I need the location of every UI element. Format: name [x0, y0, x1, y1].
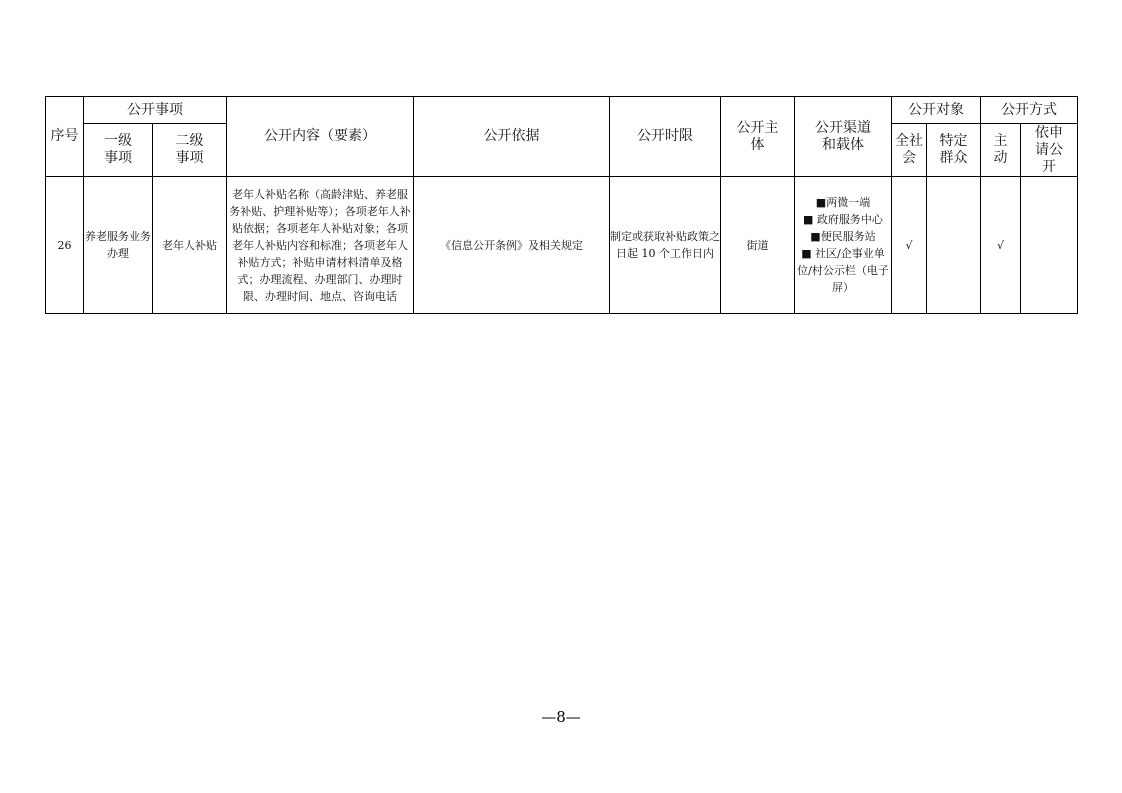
- header-whole-society: 全社会: [892, 124, 927, 177]
- cell-specific-group-check: [927, 177, 981, 314]
- header-content: 公开内容（要素）: [227, 97, 414, 177]
- header-items-group: 公开事项: [84, 97, 227, 124]
- cell-time-limit: 制定或获取补贴政策之日起 10 个工作日内: [610, 177, 721, 314]
- channel-item: ■ 政府服务中心: [803, 213, 883, 226]
- cell-active-check: √: [981, 177, 1021, 314]
- header-row-top: [46, 97, 1078, 124]
- header-time-limit: 公开时限: [610, 97, 721, 177]
- cell-level1: 养老服务业务办理: [84, 177, 153, 314]
- cell-seq: 26: [46, 177, 84, 314]
- channel-item: ■便民服务站: [810, 230, 876, 243]
- channel-item: ■ 社区/企事业单位/村公示栏（电子屏）: [797, 247, 889, 294]
- header-level1: 一级事项: [84, 124, 153, 177]
- header-seq: 序号: [46, 97, 84, 177]
- cell-content: 老年人补贴名称（高龄津贴、养老服务补贴、护理补贴等）；各项老年人补贴依据；各项老年人补贴对象；各项老年人补贴内容和标准；各项老年人补贴方式；补贴申请材料清单及格式；办理流程、办理部门、办理时限、办理时间、地点、咨询电话: [227, 177, 414, 314]
- header-target-group: 公开对象: [892, 97, 981, 124]
- cell-channel: [795, 177, 892, 314]
- cell-level2: 老年人补贴: [153, 177, 227, 314]
- header-level2: 二级事项: [153, 124, 227, 177]
- header-channel: 公开渠道和载体: [795, 97, 892, 177]
- table-row: [46, 177, 1078, 314]
- cell-whole-society-check: √: [892, 177, 927, 314]
- cell-basis: 《信息公开条例》及相关规定: [414, 177, 610, 314]
- cell-on-request-check: [1021, 177, 1078, 314]
- header-basis: 公开依据: [414, 97, 610, 177]
- header-subject: 公开主体: [721, 97, 795, 177]
- cell-subject: 街道: [721, 177, 795, 314]
- header-specific-group: 特定群众: [927, 124, 981, 177]
- disclosure-table: [45, 96, 1078, 314]
- header-method-group: 公开方式: [981, 97, 1078, 124]
- header-on-request: 依申请公开: [1021, 124, 1078, 177]
- page-number: —8—: [541, 708, 581, 726]
- header-active: 主动: [981, 124, 1021, 177]
- channel-item: ■两微一端: [815, 196, 871, 209]
